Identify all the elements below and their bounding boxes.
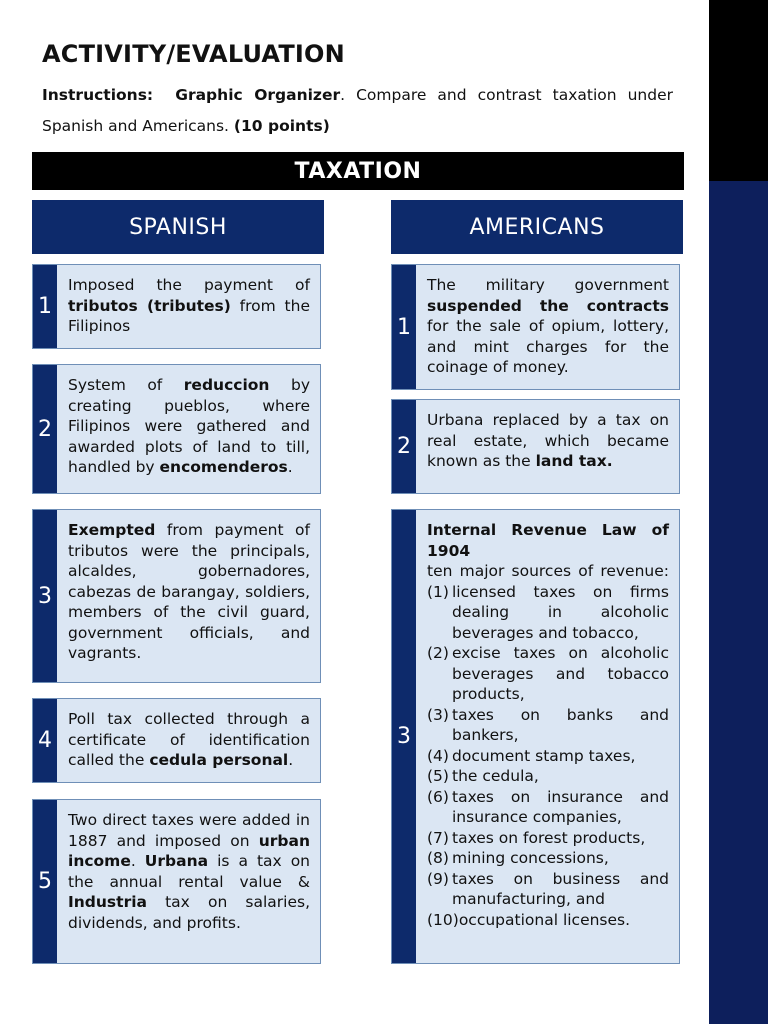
item-text — [427, 410, 669, 472]
item-text — [68, 810, 310, 933]
item-number: 1 — [392, 265, 416, 389]
list-marker: (2) — [427, 644, 449, 662]
americans-item-2 — [391, 399, 680, 494]
list-text: document stamp taxes, — [452, 746, 636, 765]
list-text: taxes on forest products, — [452, 828, 646, 847]
text-run: System of — [68, 376, 184, 394]
americans-heading: AMERICANS — [391, 200, 683, 254]
text-run: from the Filipinos — [68, 296, 310, 335]
spanish-item-2 — [32, 364, 321, 494]
spanish-item-5 — [32, 799, 321, 964]
page-title: ACTIVITY/EVALUATION — [42, 40, 345, 68]
revenue-source-item — [427, 848, 669, 869]
list-marker: (9) — [427, 869, 449, 888]
bold-term: cedula personal — [149, 751, 289, 769]
item-number: 5 — [33, 800, 57, 963]
internal-revenue-law-heading: Internal Revenue Law of 1904 — [427, 521, 669, 560]
list-text: taxes on insurance and insurance companies, — [452, 787, 669, 826]
bold-term: reduccion — [183, 376, 270, 394]
item-number: 2 — [33, 365, 57, 493]
instructions-text: . Compare and contrast taxation under Spanish and Americans. — [42, 86, 673, 135]
instructions — [42, 80, 673, 142]
list-marker: (7) — [427, 828, 449, 847]
sidebar-navy-block — [709, 181, 768, 1024]
revenue-source-item — [427, 910, 669, 931]
text-run: by creating pueblos, where Filipinos were gathered and awarded plots of land to till, handled by — [68, 376, 310, 476]
spanish-heading: SPANISH — [32, 200, 324, 254]
item-text — [68, 709, 310, 771]
bold-term: tributos (tributes) — [68, 296, 231, 315]
text-run: is a tax on the annual rental value & — [68, 852, 310, 891]
item-number: 3 — [33, 510, 57, 682]
americans-item-3 — [391, 509, 680, 964]
spanish-item-3 — [32, 509, 321, 683]
text-run: Urbana replaced by a tax on real estate, which became known as the — [427, 411, 669, 470]
list-marker: (5) — [427, 767, 449, 785]
list-text: mining concessions, — [452, 849, 609, 867]
list-text: licensed taxes on firms dealing in alcoholic beverages and tobacco, — [452, 582, 669, 642]
bold-term: land tax. — [535, 452, 613, 470]
text-run: Poll tax collected through a certificate of identification called the — [68, 710, 310, 769]
instructions-label: Instructions: — [42, 86, 154, 104]
bold-term: urban income — [68, 831, 310, 870]
text-run: Imposed the payment of — [68, 276, 310, 294]
revenue-source-item — [427, 643, 669, 705]
list-text: excise taxes on alcoholic beverages and tobacco products, — [452, 644, 669, 703]
revenue-sources-list — [427, 582, 669, 931]
revenue-source-item — [427, 869, 669, 910]
revenue-source-item — [427, 828, 669, 849]
organizer-label: Graphic Organizer — [175, 86, 341, 104]
americans-item-1 — [391, 264, 680, 390]
text-run: . — [130, 852, 145, 870]
revenue-intro: ten major sources of revenue: — [427, 562, 669, 580]
list-marker: (4) — [427, 746, 449, 765]
list-text: taxes on banks and bankers, — [452, 705, 669, 744]
revenue-source-item — [427, 705, 669, 746]
bold-term: suspended the contracts — [427, 296, 669, 315]
text-run: tax on salaries, dividends, and profits. — [68, 893, 310, 932]
item-number: 3 — [392, 510, 416, 963]
text-run: . — [287, 458, 293, 476]
bold-term: Industria — [68, 893, 147, 911]
bold-term: encomenderos — [159, 458, 288, 476]
item-text — [427, 520, 669, 930]
item-text — [68, 520, 310, 664]
item-text — [68, 275, 310, 337]
revenue-source-item — [427, 746, 669, 767]
text-run: The military government — [427, 276, 669, 294]
list-marker: (8) — [427, 849, 449, 867]
text-run: Two direct taxes were added in 1887 and imposed on — [68, 811, 310, 850]
list-text: taxes on business and manufacturing, and — [452, 869, 669, 908]
revenue-source-item — [427, 787, 669, 828]
item-text — [68, 375, 310, 478]
list-text: the cedula, — [452, 767, 539, 785]
text-run: for the sale of opium, lottery, and mint charges for the coinage of money. — [427, 317, 669, 376]
revenue-source-item — [427, 766, 669, 787]
item-number: 1 — [33, 265, 57, 348]
text-run: . — [288, 751, 294, 769]
points-label: (10 points) — [233, 117, 330, 135]
list-marker: (1) — [427, 582, 449, 601]
revenue-source-item — [427, 582, 669, 644]
list-marker: (3) — [427, 705, 449, 724]
item-text — [427, 275, 669, 378]
bold-term: Urbana — [144, 852, 209, 870]
sidebar-black-block — [709, 0, 768, 181]
spanish-item-4 — [32, 698, 321, 783]
taxation-banner: TAXATION — [32, 152, 684, 190]
list-marker: (6) — [427, 787, 449, 806]
spanish-item-1 — [32, 264, 321, 349]
item-number: 4 — [33, 699, 57, 782]
item-number: 2 — [392, 400, 416, 493]
list-text: occupational licenses. — [458, 910, 631, 929]
bold-term: Exempted — [68, 521, 156, 539]
text-run: from payment of tributos were the principals, alcaldes, gobernadores, cabezas de barangay, soldiers, members of the civil guard, government officials, and vagrants. — [68, 521, 310, 662]
list-marker: (10) — [427, 910, 459, 929]
